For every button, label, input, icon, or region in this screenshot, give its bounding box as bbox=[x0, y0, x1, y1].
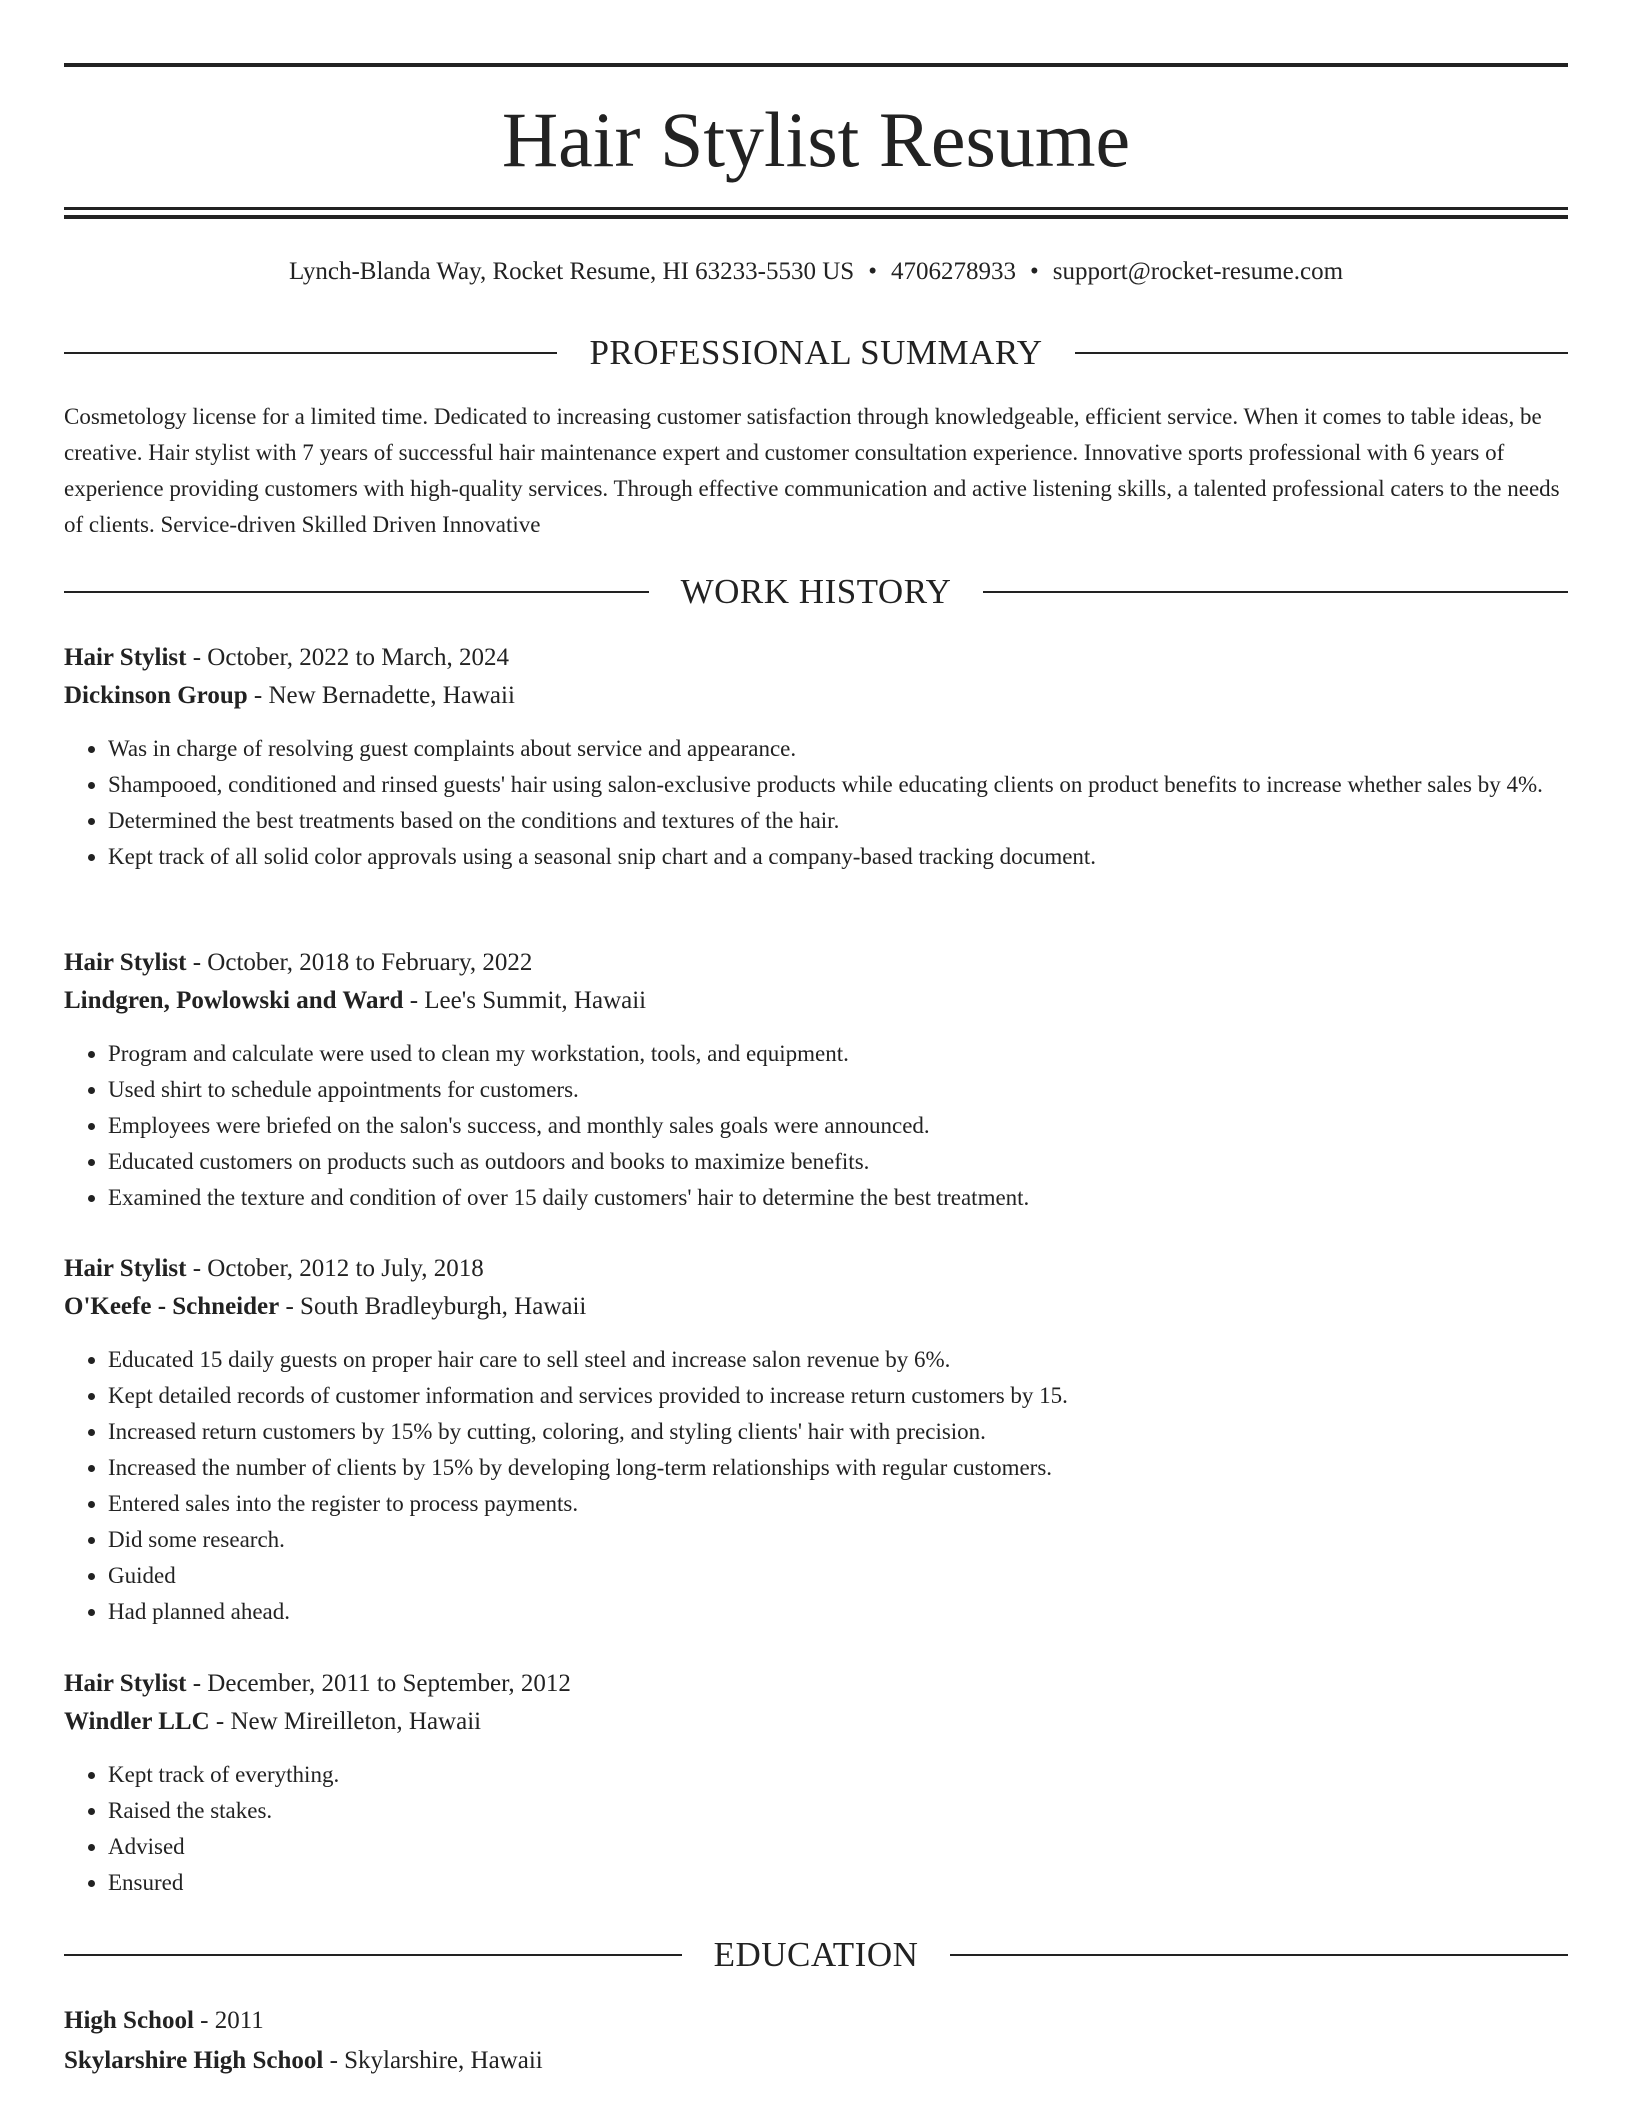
job-company: Windler LLC bbox=[64, 1708, 210, 1735]
header-bottom-rule-2 bbox=[64, 215, 1568, 219]
job-title-line bbox=[64, 1250, 1568, 1288]
job-company: O'Keefe - Schneider bbox=[64, 1293, 280, 1320]
job-company-line bbox=[64, 1288, 1568, 1326]
job-entry bbox=[64, 1665, 1568, 1901]
contact-address: Lynch-Blanda Way, Rocket Resume, HI 63233-5530 US bbox=[288, 258, 855, 285]
job-title: Hair Stylist bbox=[64, 1670, 187, 1697]
page-title: Hair Stylist Resume bbox=[501, 96, 1131, 183]
job-bullets bbox=[64, 731, 1568, 875]
section-rule bbox=[983, 591, 1568, 593]
job-title: Hair Stylist bbox=[64, 644, 187, 671]
job-bullet: • Employees were briefed on the salon's success, and monthly sales goals were announced. bbox=[108, 1108, 1568, 1144]
section-rule bbox=[64, 352, 557, 354]
job-title: Hair Stylist bbox=[64, 1255, 187, 1282]
section-rule bbox=[1075, 352, 1568, 354]
job-entry bbox=[64, 639, 1568, 875]
job-bullet: • Advised bbox=[108, 1829, 1568, 1865]
job-company: Lindgren, Powlowski and Ward bbox=[64, 987, 404, 1014]
job-bullet: • Raised the stakes. bbox=[108, 1793, 1568, 1829]
education-degree-line bbox=[64, 2001, 1568, 2041]
section-header-summary bbox=[64, 331, 1568, 375]
job-entry bbox=[64, 944, 1568, 1216]
job-bullets bbox=[64, 1757, 1568, 1901]
job-bullet: • Program and calculate were used to clean my workstation, tools, and equipment. bbox=[108, 1036, 1568, 1072]
education-year: - 2011 bbox=[193, 2007, 264, 2034]
section-title: EDUCATION bbox=[713, 1935, 919, 1974]
education-degree: High School bbox=[64, 2007, 194, 2034]
job-dates: - October, 2018 to February, 2022 bbox=[186, 949, 533, 976]
education-school: Skylarshire High School bbox=[64, 2047, 324, 2074]
job-bullet: • Increased the number of clients by 15% by developing long-term relationships with regular customers. bbox=[108, 1450, 1568, 1486]
education-school-line bbox=[64, 2041, 1568, 2081]
section-header-education bbox=[64, 1933, 1568, 1977]
section-rule bbox=[950, 1954, 1568, 1956]
education-entry bbox=[64, 2001, 1568, 2081]
section-rule bbox=[64, 591, 649, 593]
job-bullet: • Examined the texture and condition of over 15 daily customers' hair to determine the best treatment. bbox=[108, 1180, 1568, 1216]
job-dates: - October, 2022 to March, 2024 bbox=[186, 644, 510, 671]
job-bullet: • Kept detailed records of customer information and services provided to increase return customers by 15. bbox=[108, 1378, 1568, 1414]
section-title: PROFESSIONAL SUMMARY bbox=[589, 333, 1043, 372]
job-location: - Lee's Summit, Hawaii bbox=[403, 987, 647, 1014]
job-title-line bbox=[64, 639, 1568, 677]
job-bullet: • Used shirt to schedule appointments for customers. bbox=[108, 1072, 1568, 1108]
section-title: WORK HISTORY bbox=[680, 572, 952, 611]
job-title: Hair Stylist bbox=[64, 949, 187, 976]
job-bullet: • Educated 15 daily guests on proper hair care to sell steel and increase salon revenue by 6%. bbox=[108, 1342, 1568, 1378]
job-location: - South Bradleyburgh, Hawaii bbox=[279, 1293, 587, 1320]
job-bullet: • Kept track of all solid color approvals using a seasonal snip chart and a company-based tracking document. bbox=[108, 839, 1568, 875]
contact-phone: 4706278933 bbox=[890, 258, 1016, 285]
job-title-line bbox=[64, 1665, 1568, 1703]
section-rule bbox=[64, 1954, 682, 1956]
job-location: - New Bernadette, Hawaii bbox=[247, 682, 515, 709]
job-dates: - October, 2012 to July, 2018 bbox=[186, 1255, 484, 1282]
job-bullet: • Increased return customers by 15% by cutting, coloring, and styling clients' hair with precision. bbox=[108, 1414, 1568, 1450]
contact-separator: • bbox=[1029, 258, 1039, 285]
job-company: Dickinson Group bbox=[64, 682, 248, 709]
job-dates: - December, 2011 to September, 2012 bbox=[186, 1670, 571, 1697]
job-location: - New Mireilleton, Hawaii bbox=[209, 1708, 482, 1735]
job-company-line bbox=[64, 1703, 1568, 1741]
job-bullets bbox=[64, 1342, 1568, 1630]
contact-email: support@rocket-resume.com bbox=[1052, 258, 1344, 285]
job-bullets bbox=[64, 1036, 1568, 1216]
job-bullet: • Was in charge of resolving guest complaints about service and appearance. bbox=[108, 731, 1568, 767]
education-location: - Skylarshire, Hawaii bbox=[323, 2047, 543, 2074]
job-company-line bbox=[64, 677, 1568, 715]
job-bullet: • Shampooed, conditioned and rinsed guests' hair using salon-exclusive products while educating clients on product benefits to increase whether sales by 4%. bbox=[108, 767, 1568, 803]
job-bullet: • Entered sales into the register to process payments. bbox=[108, 1486, 1568, 1522]
job-title-line bbox=[64, 944, 1568, 982]
header-bottom-rule bbox=[64, 207, 1568, 210]
job-bullet: • Guided bbox=[108, 1558, 1568, 1594]
job-bullet: • Had planned ahead. bbox=[108, 1594, 1568, 1630]
job-bullet: • Determined the best treatments based on the conditions and textures of the hair. bbox=[108, 803, 1568, 839]
job-bullet: • Ensured bbox=[108, 1865, 1568, 1901]
header-top-rule bbox=[64, 63, 1568, 67]
job-company-line bbox=[64, 982, 1568, 1020]
job-bullet: • Educated customers on products such as outdoors and books to maximize benefits. bbox=[108, 1144, 1568, 1180]
job-bullet: • Kept track of everything. bbox=[108, 1757, 1568, 1793]
job-entry bbox=[64, 1250, 1568, 1630]
summary-text: Cosmetology license for a limited time. Dedicated to increasing customer satisfaction through knowledgeable, efficient service. When it comes to table ideas, be creative. Hair stylist with 7 years of successful hair maintenance expert and customer consultation experience. Innovative sports professional with 6 years of experience providing customers with high-quality services. Through effective communication and active listening skills, a talented professional caters to the needs of clients. Service-driven Skilled Driven Innovative bbox=[64, 404, 1560, 537]
contact-line bbox=[64, 254, 1568, 290]
job-bullet: • Did some research. bbox=[108, 1522, 1568, 1558]
contact-separator: • bbox=[868, 258, 877, 285]
section-header-work bbox=[64, 570, 1568, 614]
